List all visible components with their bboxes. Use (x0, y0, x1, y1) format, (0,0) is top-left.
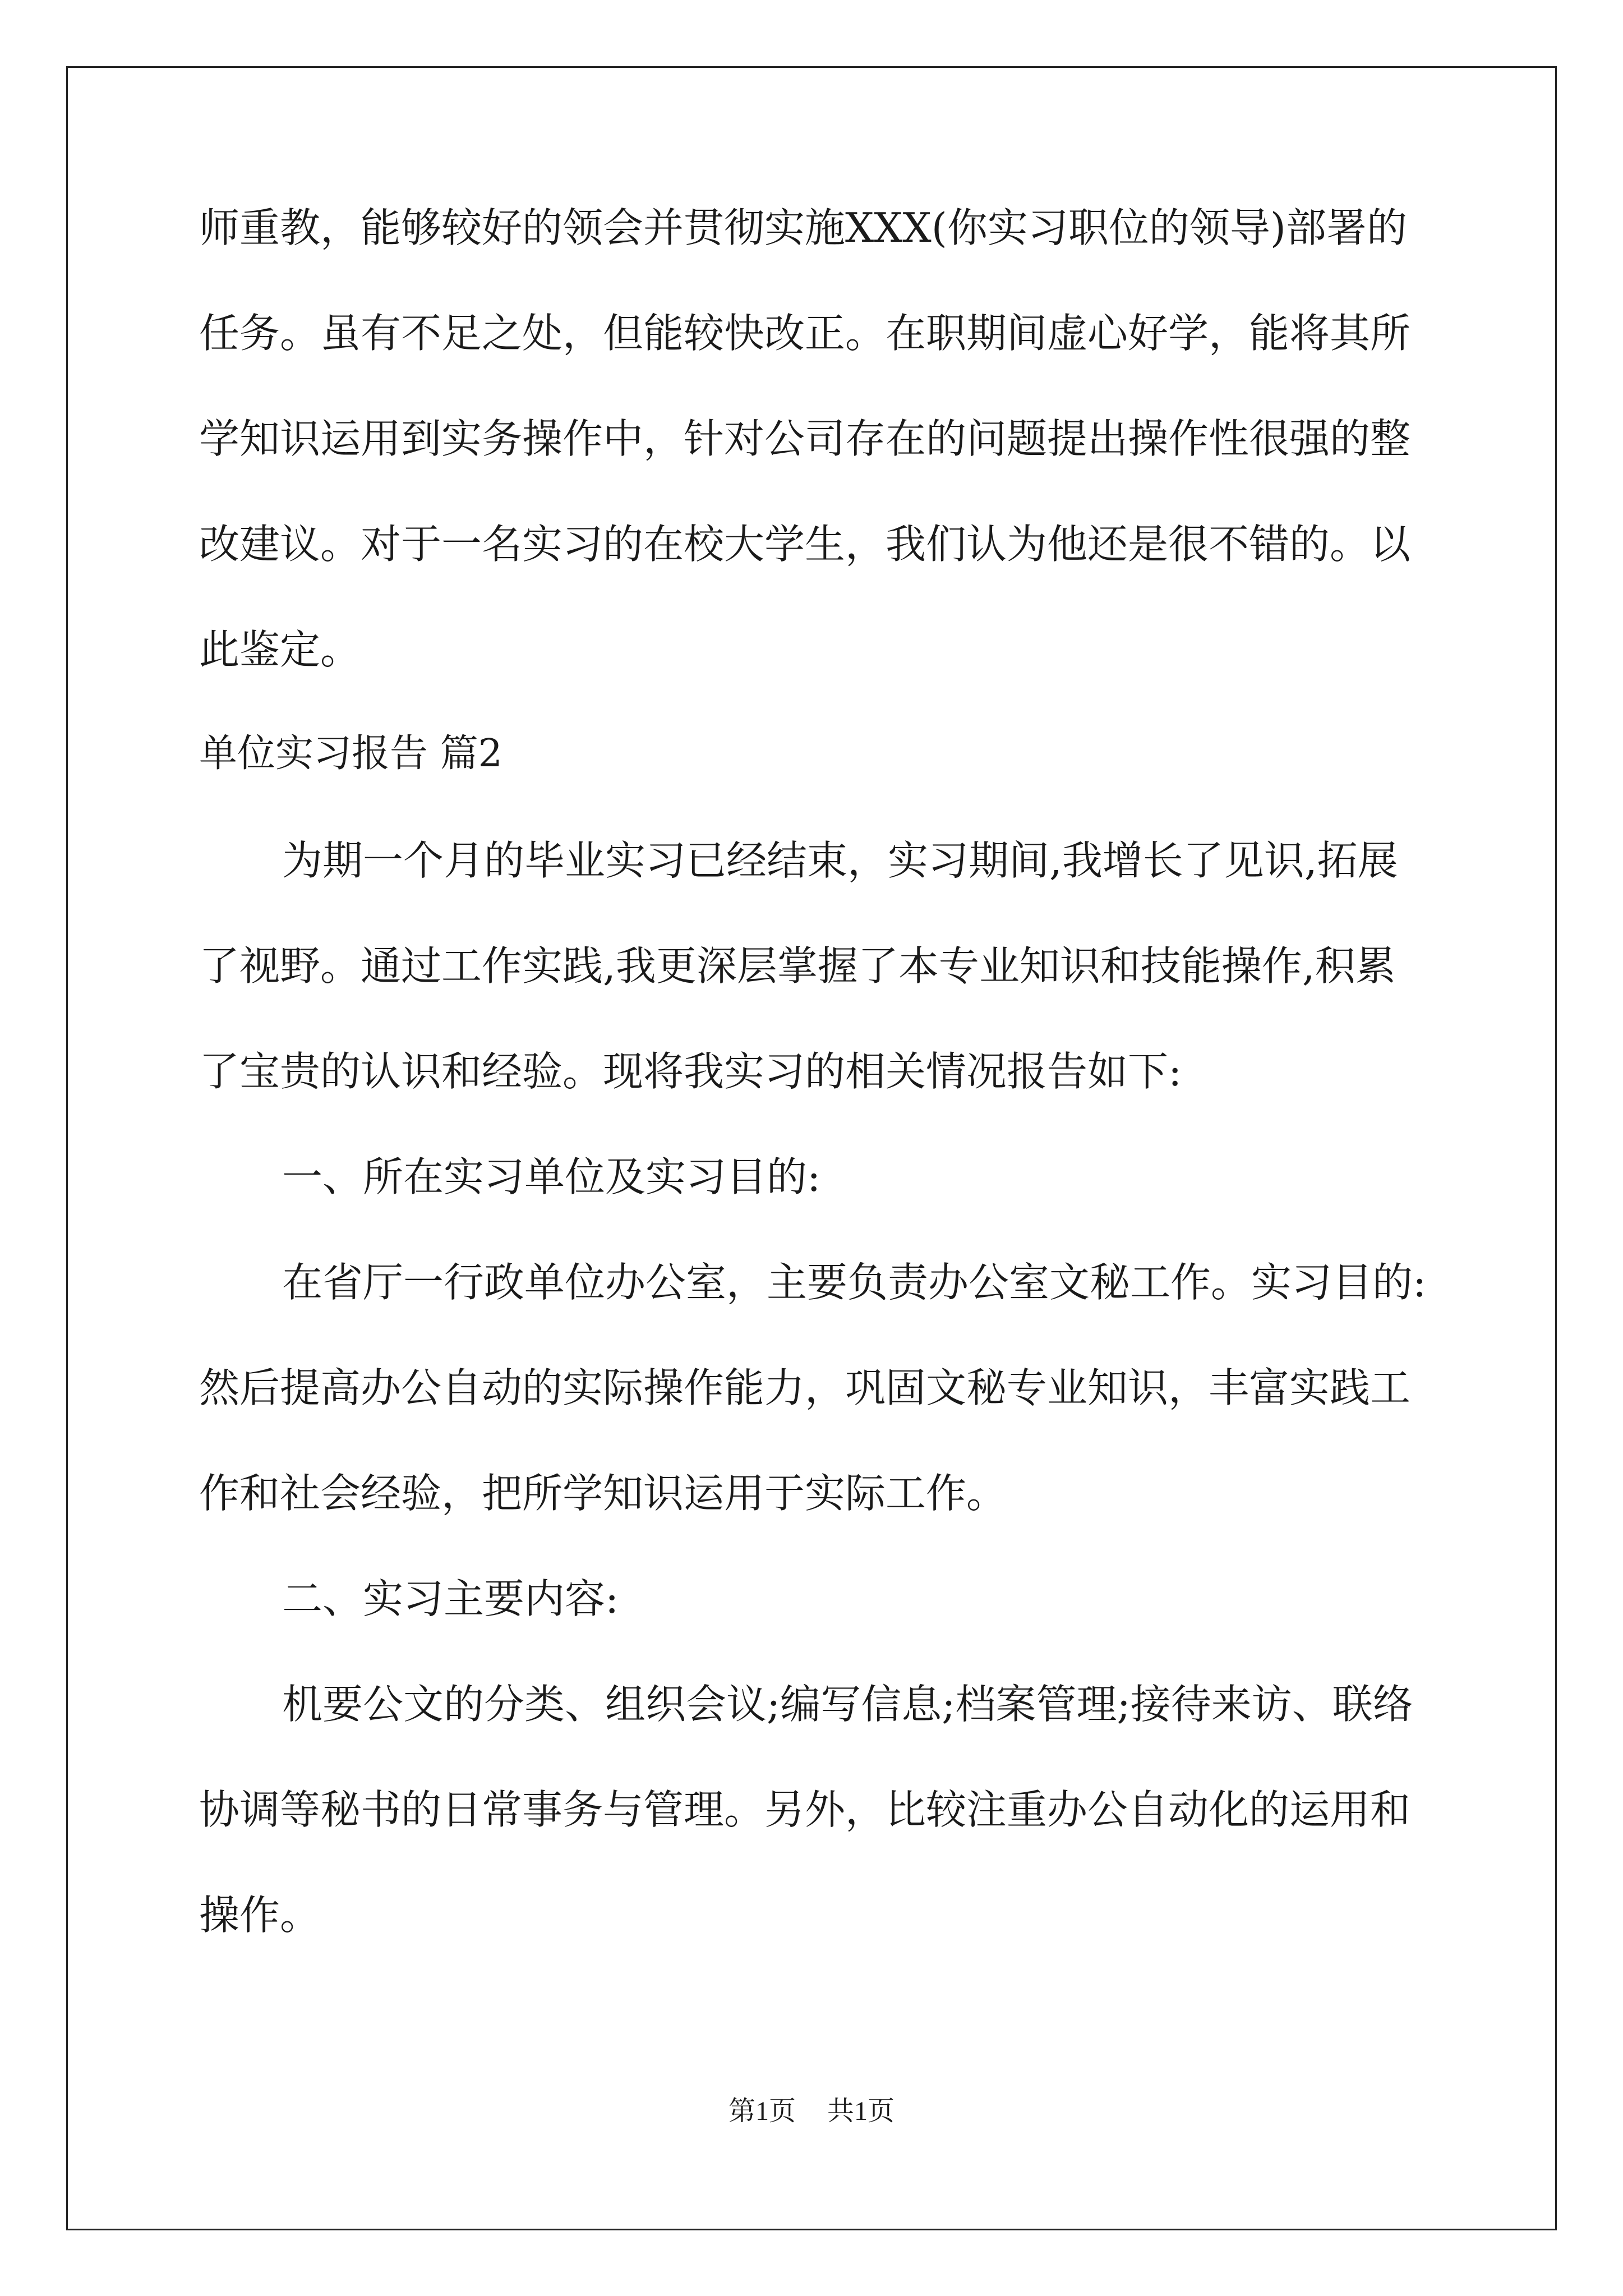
body-line: 然后提高办公自动的实际操作能力，巩固文秘专业知识，丰富实践工 (199, 1364, 1411, 1411)
body-line: 了视野。通过工作实践,我更深层掌握了本专业知识和技能操作,积累 (199, 942, 1396, 990)
subheading-content: 二、实习主要内容: (282, 1575, 619, 1622)
page-number: 第1页 (728, 2096, 796, 2126)
body-line: 学知识运用到实务操作中，针对公司存在的问题提出操作性很强的整 (199, 415, 1411, 462)
paragraph-start: 为期一个月的毕业实习已经结束，实习期间,我增长了见识,拓展 (282, 837, 1398, 884)
body-line: 师重教，能够较好的领会并贯彻实施XXX(你实习职位的领导)部署的 (199, 204, 1407, 251)
section-heading: 单位实习报告 篇2 (199, 731, 502, 776)
body-line: 作和社会经验，把所学知识运用于实际工作。 (199, 1470, 1007, 1517)
body-line: 协调等秘书的日常事务与管理。另外，比较注重办公自动化的运用和 (199, 1786, 1411, 1833)
subheading-purpose: 一、所在实习单位及实习目的: (282, 1153, 821, 1200)
page-footer (0, 2098, 1623, 2125)
paragraph-start: 机要公文的分类、组织会议;编写信息;档案管理;接待来访、联络 (282, 1681, 1413, 1728)
body-line: 操作。 (199, 1892, 321, 1939)
body-line: 任务。虽有不足之处，但能较快改正。在职期间虚心好学，能将其所 (199, 310, 1411, 357)
body-line: 此鉴定。 (199, 626, 361, 673)
paragraph-start: 在省厅一行政单位办公室，主要负责办公室文秘工作。实习目的: (282, 1259, 1427, 1306)
document-body (199, 204, 1455, 2000)
page-total: 共1页 (827, 2096, 895, 2126)
body-line: 了宝贵的认识和经验。现将我实习的相关情况报告如下: (199, 1048, 1182, 1095)
body-line: 改建议。对于一名实习的在校大学生，我们认为他还是很不错的。以 (199, 521, 1411, 568)
